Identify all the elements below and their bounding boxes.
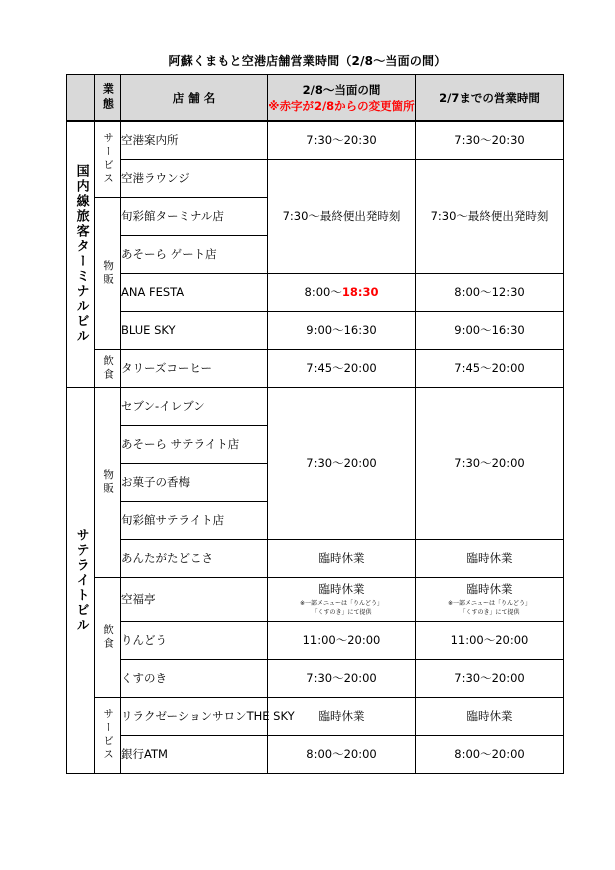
header-store [121,75,268,122]
hours-table [66,74,564,774]
new-hours: 7:30～20:00 [268,659,416,697]
menu-note-line2: 「くすのき」にて提供 [311,609,372,616]
building-satellite-label: サテライトビル [73,527,89,633]
header-store-label: 店 舗 名 [172,90,216,105]
category-food-label: 飲食 [102,354,115,382]
category-service [95,697,121,773]
table-row [67,621,564,659]
store-name: あんたがたどこさ [121,539,268,577]
old-hours: 臨時休業 [416,539,564,577]
category-food [95,349,121,387]
old-hours [416,577,564,621]
page-title: 阿蘇くまもと空港店舗営業時間（2/8～当面の間） [168,54,447,68]
header-new-hours [268,75,416,122]
category-food [95,577,121,697]
header-new-hours-label: 2/8～当面の間 [302,82,381,97]
building-domestic [67,121,95,387]
store-name: 空港案内所 [121,121,268,159]
store-name: タリーズコーヒー [121,349,268,387]
header-row [67,75,564,122]
new-hours: 9:00～16:30 [268,311,416,349]
old-hours: 7:30～20:00 [416,659,564,697]
new-hours-status: 臨時休業 [318,582,365,596]
category-retail [95,197,121,349]
table-row [67,159,564,197]
store-name: 銀行ATM [121,735,268,773]
table-row [67,735,564,773]
category-service-label: サービス [102,132,115,187]
old-hours-status: 臨時休業 [466,582,513,596]
store-name: ANA FESTA [121,273,268,311]
new-hours-unchanged: 8:00～ [304,285,342,299]
building-domestic-label: 国内線旅客ターミナルビル [73,164,89,345]
header-category-label: 業態 [101,82,115,113]
store-name: あそーら サテライト店 [121,425,268,463]
table-row [67,121,564,159]
store-name: 旬彩館サテライト店 [121,501,268,539]
new-hours: 7:30～最終便出発時刻 [268,159,416,273]
old-hours: 7:30～最終便出発時刻 [416,159,564,273]
category-food-label: 飲食 [102,623,115,651]
header-old-hours [416,75,564,122]
new-hours: 7:30～20:00 [268,387,416,539]
table-row [67,311,564,349]
store-name: りんどう [121,621,268,659]
store-name: 空港ラウンジ [121,159,268,197]
store-name: リラクゼーションサロンTHE SKY [121,697,268,735]
store-name: セブン-イレブン [121,387,268,425]
old-hours: 11:00～20:00 [416,621,564,659]
old-hours: 8:00～12:30 [416,273,564,311]
new-hours: 臨時休業 [268,697,416,735]
old-hours: 9:00～16:30 [416,311,564,349]
table-row [67,387,564,425]
new-hours: 8:00～20:00 [268,735,416,773]
menu-note-line1: ※一部メニューは「りんどう」 [299,600,384,607]
old-hours: 7:30～20:00 [416,387,564,539]
old-hours: 8:00～20:00 [416,735,564,773]
table-row [67,349,564,387]
store-name: BLUE SKY [121,311,268,349]
new-hours-changed: 18:30 [341,285,379,299]
table-row [67,659,564,697]
old-hours: 7:45～20:00 [416,349,564,387]
new-hours: 11:00～20:00 [268,621,416,659]
header-building [67,75,95,122]
table-row [67,273,564,311]
header-change-note: ※赤字が2/8からの変更箇所 [268,98,415,113]
header-category [95,75,121,122]
store-name: あそーら ゲート店 [121,235,268,273]
header-old-hours-label: 2/7までの営業時間 [439,90,540,105]
old-hours: 臨時休業 [416,697,564,735]
table-row [67,539,564,577]
new-hours: 7:45～20:00 [268,349,416,387]
table-row [67,577,564,621]
category-service [95,121,121,197]
store-name: 旬彩館ターミナル店 [121,197,268,235]
category-retail [95,387,121,577]
menu-note-line1: ※一部メニューは「りんどう」 [447,600,532,607]
new-hours: 7:30～20:30 [268,121,416,159]
new-hours [268,273,416,311]
old-hours: 7:30～20:30 [416,121,564,159]
menu-note-line2: 「くすのき」にて提供 [459,609,520,616]
category-retail-label: 物販 [102,468,115,496]
store-name: 空福亭 [121,577,268,621]
new-hours: 臨時休業 [268,539,416,577]
store-name: お菓子の香梅 [121,463,268,501]
table-row [67,697,564,735]
category-retail-label: 物販 [102,259,115,287]
building-satellite [67,387,95,773]
store-name: くすのき [121,659,268,697]
new-hours [268,577,416,621]
category-service-label: サービス [102,708,115,762]
